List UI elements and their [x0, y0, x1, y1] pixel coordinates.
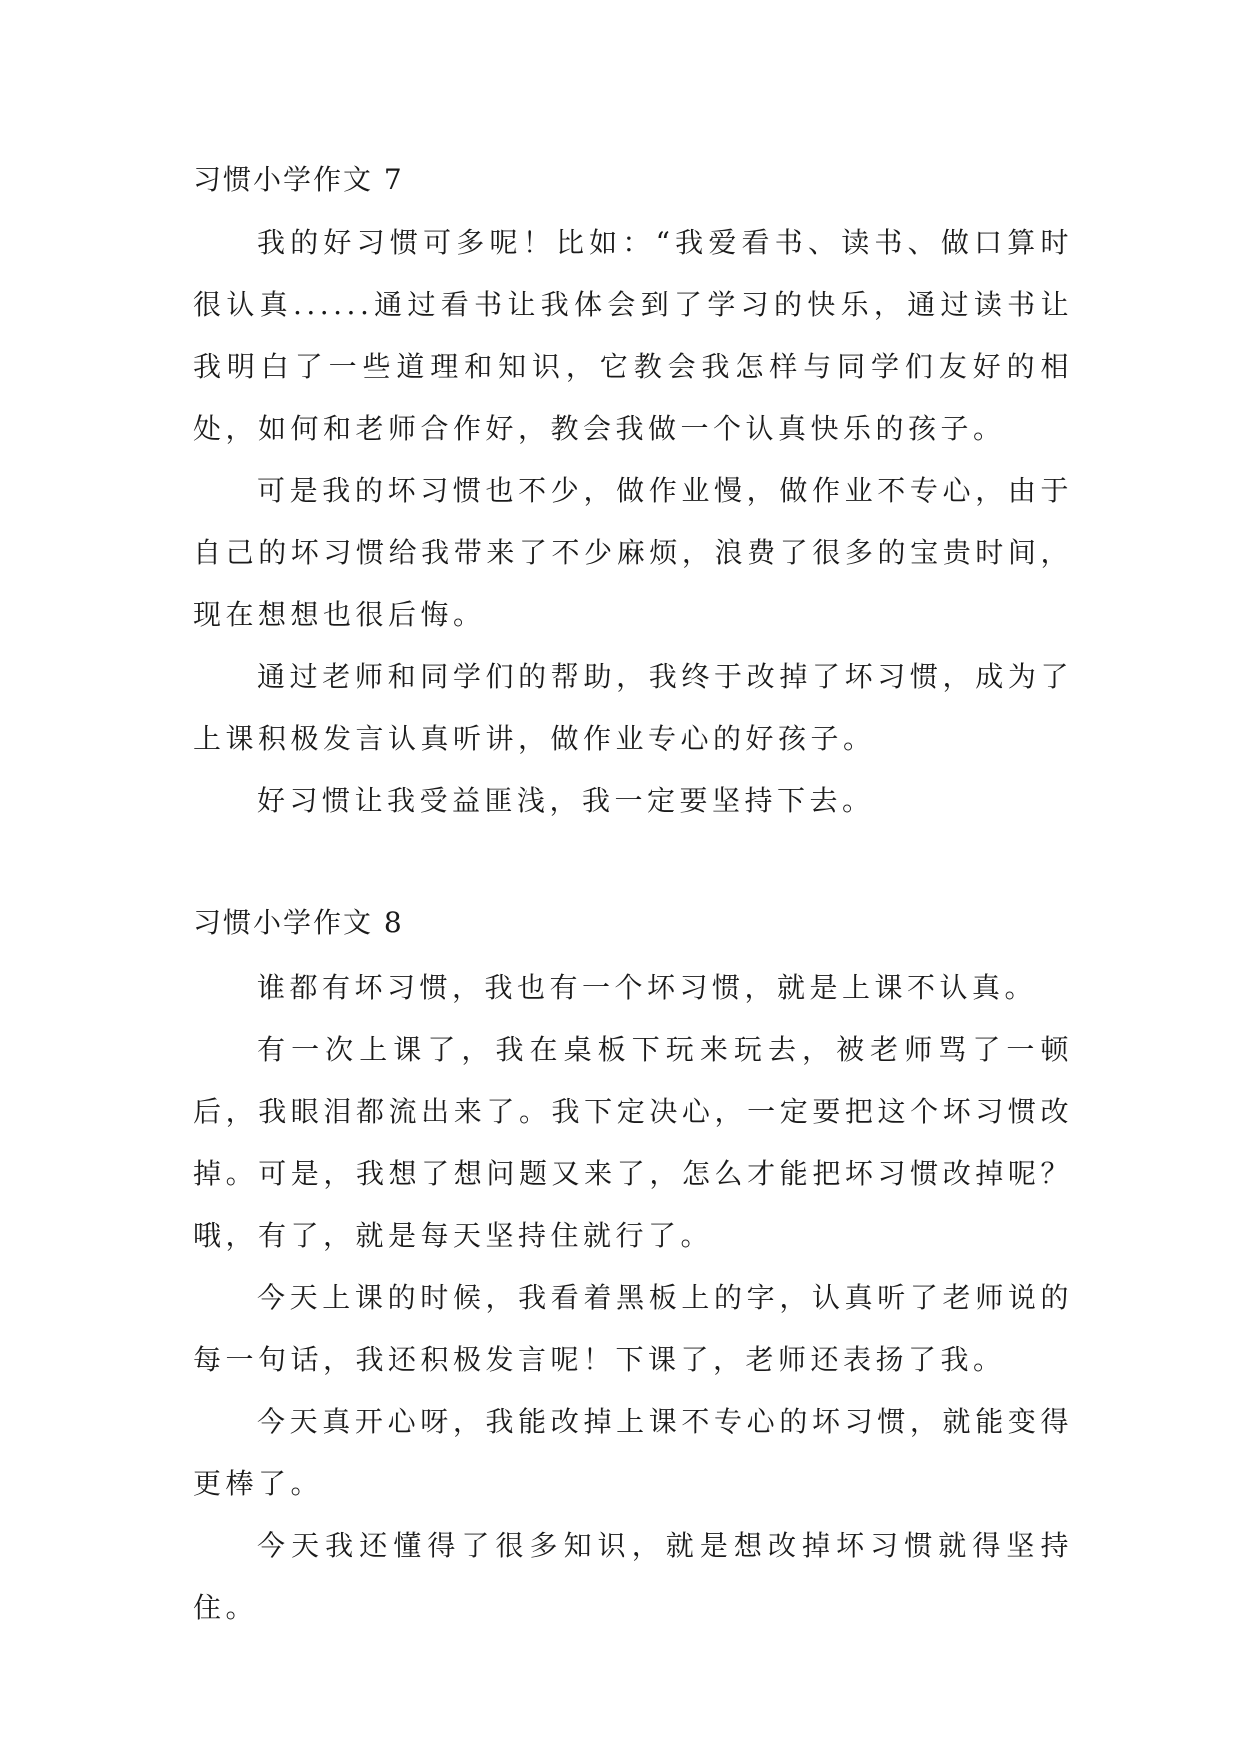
paragraph-7-2: 可是我的坏习惯也不少，做作业慢，做作业不专心，由于自己的坏习惯给我带来了不少麻烦，浪费了很多的宝贵时间，现在想想也很后悔。	[193, 474, 1073, 631]
paragraph-8-5: 今天我还懂得了很多知识，就是想改掉坏习惯就得坚持住。	[193, 1529, 1073, 1624]
section-title-7: 习惯小学作文 7	[193, 163, 404, 196]
paragraph-7-3: 通过老师和同学们的帮助，我终于改掉了坏习惯，成为了上课积极发言认真听讲，做作业专心的好孩子。	[193, 660, 1073, 755]
paragraph-8-4: 今天真开心呀，我能改掉上课不专心的坏习惯，就能变得更棒了。	[193, 1405, 1073, 1500]
paragraph-7-4: 好习惯让我受益匪浅，我一定要坚持下去。	[257, 784, 875, 817]
paragraph-8-2: 有一次上课了，我在桌板下玩来玩去，被老师骂了一顿后，我眼泪都流出来了。我下定决心，一定要把这个坏习惯改掉。可是，我想了想问题又来了，怎么才能把坏习惯改掉呢？哦，有了，就是每天坚持住就行了。	[193, 1033, 1073, 1252]
paragraph-8-1: 谁都有坏习惯，我也有一个坏习惯，就是上课不认真。	[257, 971, 1038, 1004]
section-title-8: 习惯小学作文 8	[193, 906, 404, 939]
paragraph-7-1: 我的好习惯可多呢！比如：“我爱看书、读书、做口算时很认真......通过看书让我体会到了学习的快乐，通过读书让我明白了一些道理和知识，它教会我怎样与同学们友好的相处，如何和老师合作好，教会我做一个认真快乐的孩子。	[193, 226, 1073, 445]
paragraph-8-3: 今天上课的时候，我看着黑板上的字，认真听了老师说的每一句话，我还积极发言呢！下课了，老师还表扬了我。	[193, 1281, 1073, 1376]
